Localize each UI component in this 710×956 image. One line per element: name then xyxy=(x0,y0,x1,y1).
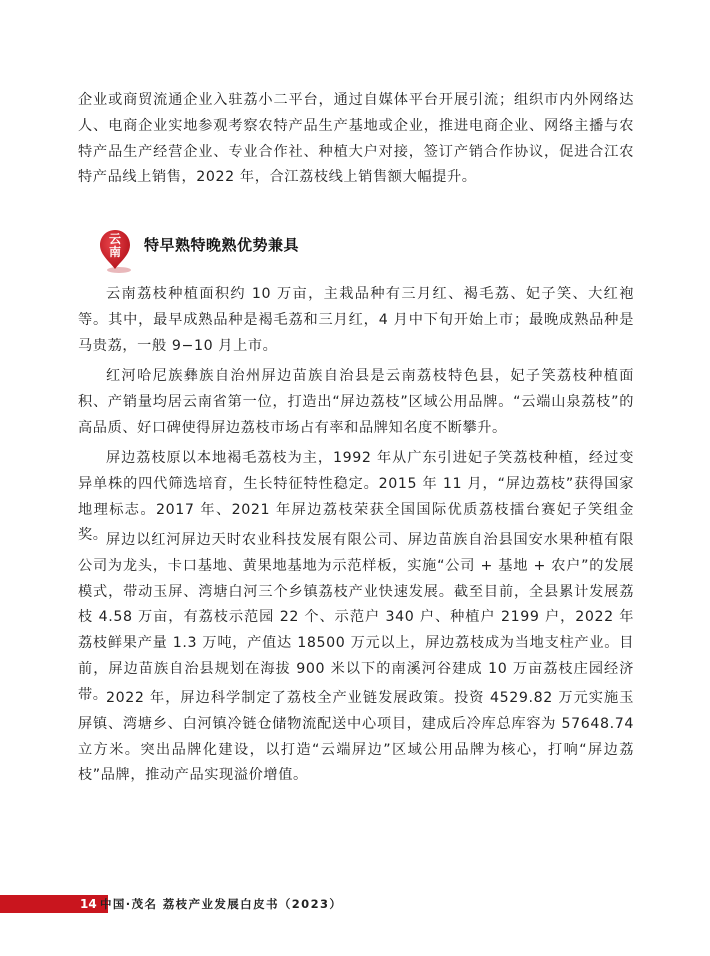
footer-book-title: 中国·茂名 荔枝产业发展白皮书（2023） xyxy=(100,897,343,911)
section-paragraph-5: 2022 年，屏边科学制定了荔枝全产业链发展政策。投资 4529.82 万元实施玉屏镇、湾塘乡、白河镇冷链仓储物流配送中心项目，建成后冷库总库容为 57648.74 立方米。突出品牌化建设，以打造“云端屏边”区域公用品牌为核心，打响“屏边荔枝”品牌，推动产品实现溢价增值。 xyxy=(78,690,634,784)
section-paragraph-4: 屏边以红河屏边天时农业科技发展有限公司、屏边苗族自治县国安水果种植有限公司为龙头，卡口基地、黄果地基地为示范样板，实施“公司 + 基地 + 农户”的发展模式，带动玉屏、湾塘白河三个乡镇荔枝产业快速发展。截至目前，全县累计发展荔枝 4.58 万亩，有荔枝示范园 22 个、示范户 340 户、种植户 2199 户，2022 年荔枝鲜果产量 1.3 万吨，产值达 18500 万元以上，屏边荔枝成为当地支柱产业。目前，屏边苗族自治县规划在海拔 900 米以下的南溪河谷建成 10 万亩荔枝庄园经济带。 xyxy=(78,532,634,703)
section-badge: 云 南 xyxy=(108,232,121,259)
section-title: 特早熟特晚熟优势兼具 xyxy=(144,236,300,254)
section-paragraph-1: 云南荔枝种植面积约 10 万亩，主栽品种有三月红、褐毛荔、妃子笑、大红袍等。其中，最早成熟品种是褐毛荔和三月红，4 月中下旬开始上市；最晚成熟品种是马贵荔，一般 9−10 月上市。 xyxy=(78,286,634,354)
section-heading xyxy=(100,228,500,272)
intro-paragraph: 企业或商贸流通企业入驻荔小二平台，通过自媒体平台开展引流；组织市内外网络达人、电商企业实地参观考察农特产品生产基地或企业，推进电商企业、网络主播与农特产品生产经营企业、专业合作社、种植大户对接，签订产销合作协议，促进合江农特产品线上销售，2022 年，合江荔枝线上销售额大幅提升。 xyxy=(78,92,634,186)
section-paragraph-3: 屏边荔枝原以本地褐毛荔枝为主，1992 年从广东引进妃子笑荔枝种植，经过变异单株的四代筛选培育，生长特征特性稳定。2015 年 11 月，“屏边荔枝”获得国家地理标志。2017 年、2021 年屏边荔枝荣获全国国际优质荔枝擂台赛妃子笑组金奖。 xyxy=(78,450,634,544)
page-number: 14 xyxy=(80,897,97,911)
section-paragraph-2: 红河哈尼族彝族自治州屏边苗族自治县是云南荔枝特色县，妃子笑荔枝种植面积、产销量均居云南省第一位，打造出“屏边荔枝”区域公用品牌。“云端山泉荔枝”的高品质、好口碑使得屏边荔枝市场占有率和品牌知名度不断攀升。 xyxy=(78,368,634,436)
page-footer xyxy=(0,893,710,915)
